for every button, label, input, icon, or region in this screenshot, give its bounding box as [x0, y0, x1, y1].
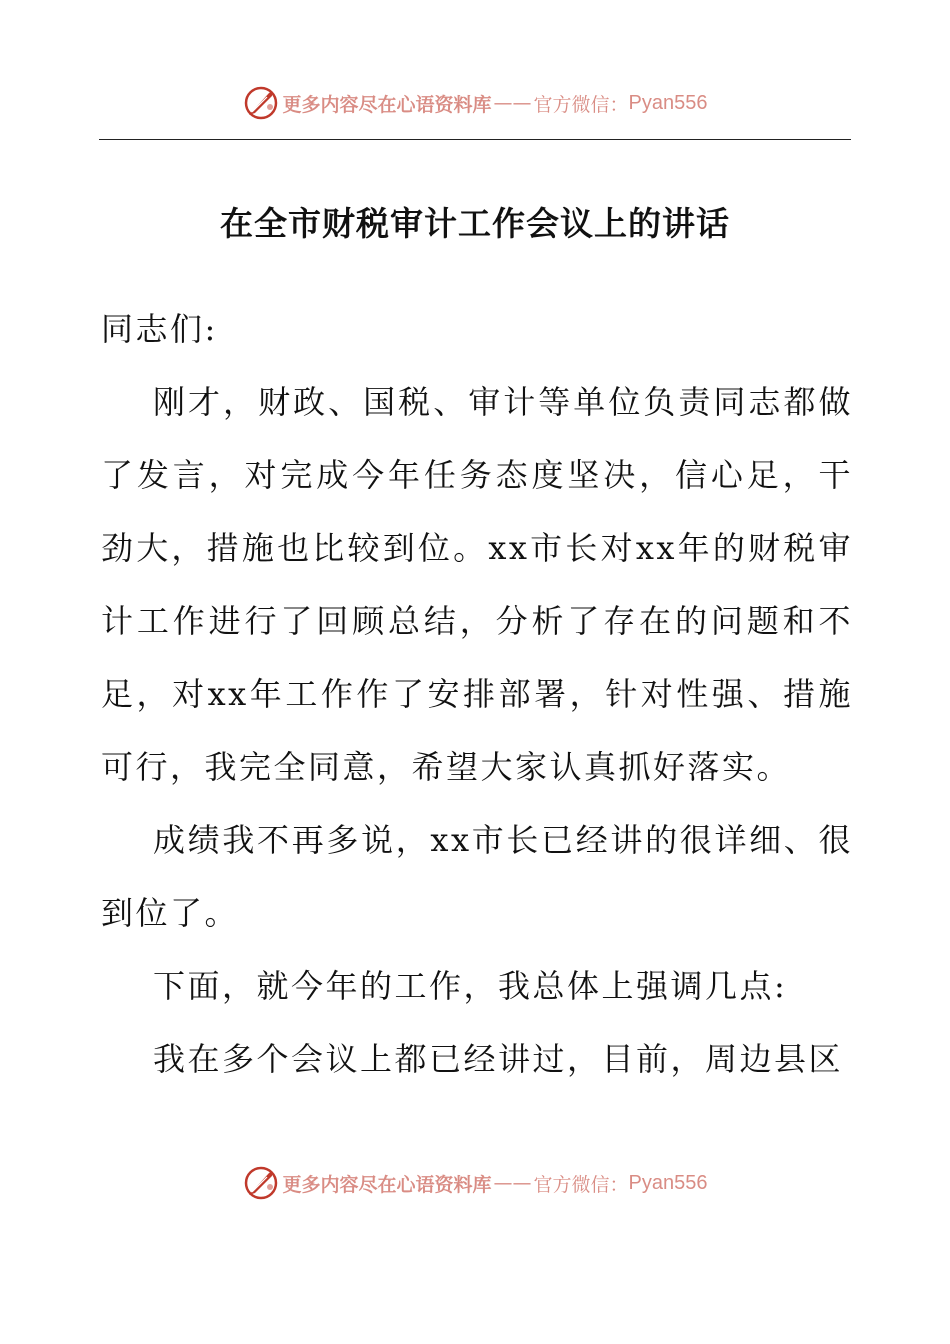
quill-logo-icon — [243, 1165, 279, 1201]
header-wechat-id: Pyan556 — [628, 91, 708, 114]
header-wechat-label: 官方微信： — [533, 93, 629, 116]
quill-logo-icon — [243, 85, 279, 121]
header-watermark — [0, 83, 950, 123]
document-body — [101, 293, 853, 1096]
footer-watermark — [0, 1163, 950, 1203]
footer-watermark-dash: —— — [493, 1172, 532, 1194]
footer-wechat-id: Pyan556 — [628, 1171, 708, 1194]
header-watermark-dash: —— — [493, 92, 532, 114]
body-paragraph-2: 成绩我不再多说，xx市长已经讲的很详细、很到位了。 — [101, 821, 853, 932]
body-paragraph-4: 我在多个会议上都已经讲过，目前，周边县区 — [153, 1040, 844, 1078]
body-paragraph-3: 下面，就今年的工作，我总体上强调几点: — [153, 967, 788, 1005]
salutation: 同志们: — [101, 310, 218, 348]
body-paragraph-1: 刚才，财政、国税、审计等单位负责同志都做了发言，对完成今年任务态度坚决，信心足，干劲大，措施也比较到位。xx市长对xx年的财税审计工作进行了回顾总结，分析了存在的问题和不足，对xx年工作作了安排部署，针对性强、措施可行，我完全同意，希望大家认真抓好落实。 — [101, 383, 853, 786]
document-title: 在全市财税审计工作会议上的讲话 — [220, 204, 730, 243]
footer-wechat-label: 官方微信： — [533, 1173, 629, 1196]
header-divider — [99, 139, 851, 140]
footer-watermark-text: 更多内容尽在心语资料库 — [282, 1173, 492, 1196]
header-watermark-text: 更多内容尽在心语资料库 — [282, 93, 492, 116]
